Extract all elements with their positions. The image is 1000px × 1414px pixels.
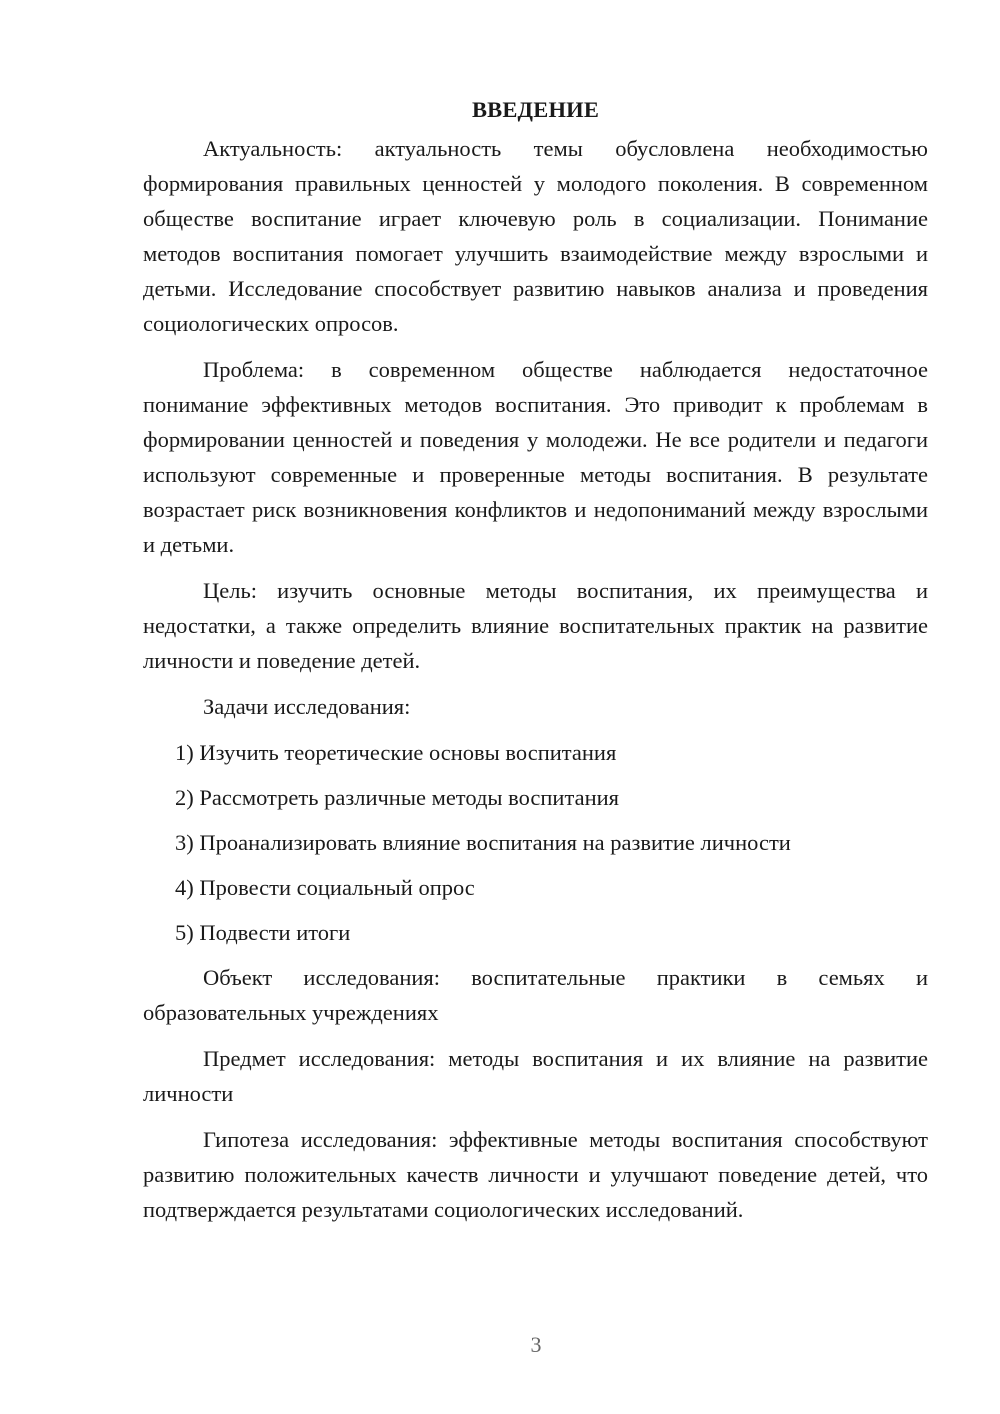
goal-paragraph: Цель: изучить основные методы воспитания, их преимущества и недостатки, а также определить влияние воспитательных практик на развитие личности и поведение детей. — [143, 578, 928, 673]
page-number: 3 — [530, 1332, 542, 1357]
subject-paragraph: Предмет исследования: методы воспитания и их влияние на развитие личности — [143, 1046, 928, 1106]
list-item: 5) Подвести итоги — [175, 920, 351, 945]
object-paragraph: Объект исследования: воспитательные практики в семьях и образовательных учреждениях — [143, 965, 928, 1025]
relevance-paragraph: Актуальность: актуальность темы обусловлена необходимостью формирования правильных ценностей у молодого поколения. В современном обществе воспитание играет ключевую роль в социализации. Понимание методов воспитания помогает улучшить взаимодействие между взрослыми и детьми. Исследование способствует развитию навыков анализа и проведения социологических опросов. — [143, 136, 928, 336]
page-content — [143, 92, 928, 1238]
tasks-heading: Задачи исследования: — [203, 694, 411, 719]
list-item: 2) Рассмотреть различные методы воспитания — [175, 785, 620, 810]
problem-paragraph: Проблема: в современном обществе наблюдается недостаточное понимание эффективных методов воспитания. Это приводит к проблемам в формировании ценностей и поведения у молодежи. Не все родители и педагоги используют современные и проверенные методы воспитания. В результате возрастает риск возникновения конфликтов и недопониманий между взрослыми и детьми. — [143, 357, 928, 557]
tasks-list — [143, 735, 928, 950]
page-title: ВВЕДЕНИЕ — [471, 97, 600, 122]
list-item: 1) Изучить теоретические основы воспитания — [175, 740, 617, 765]
list-item: 4) Провести социальный опрос — [175, 875, 475, 900]
list-item: 3) Проанализировать влияние воспитания на развитие личности — [175, 830, 791, 855]
hypothesis-paragraph: Гипотеза исследования: эффективные методы воспитания способствуют развитию положительных качеств личности и улучшают поведение детей, что подтверждается результатами социологических исследований. — [143, 1127, 928, 1222]
